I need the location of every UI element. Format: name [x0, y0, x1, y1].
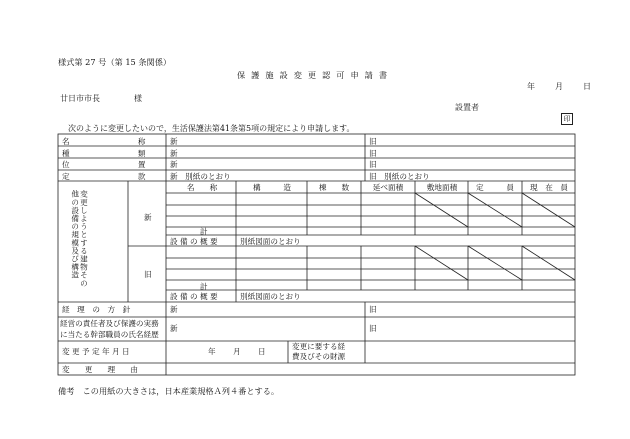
reason-label: 変 更 理 由 [62, 365, 138, 374]
location-old: 旧 [369, 160, 377, 169]
responsible-new: 新 [170, 324, 178, 333]
change-section-label: 変更しようとする建物その他の設備の規模及び構造 [70, 190, 89, 288]
change-new-label: 新 [144, 213, 152, 222]
year-label: 年 [527, 82, 535, 91]
planned-year: 年 [208, 347, 216, 356]
header-current: 現 在 員 [530, 183, 568, 192]
header-structure: 構 造 [253, 183, 291, 192]
location-label: 位 置 [62, 160, 146, 169]
location-new: 新 [170, 160, 178, 169]
seal-mark: 印 [561, 113, 573, 125]
responsible-label-1: 経営の責任者及び保護の実務 [60, 319, 159, 328]
policy-old: 旧 [369, 305, 377, 314]
old-total-label: 計 [200, 282, 208, 291]
cost-label-2: 費及びその財源 [292, 352, 346, 361]
responsible-old: 旧 [369, 324, 377, 333]
header-capacity: 定 員 [476, 183, 514, 192]
form-number: 様式第 27 号（第 15 条関係） [58, 57, 172, 67]
bylaws-new: 新 別紙のとおり [170, 172, 231, 181]
new-equipment-value: 別紙図面のとおり [240, 237, 301, 246]
old-equipment-label: 設 備 の 概 要 [170, 292, 218, 301]
header-name: 名 称 [186, 183, 218, 192]
policy-label: 経 理 の 方 針 [62, 305, 131, 314]
header-floor-area: 延べ面積 [372, 183, 404, 192]
old-equipment-value: 別紙図面のとおり [240, 292, 301, 301]
day-label: 日 [583, 82, 591, 91]
addressee-name: 廿日市市長 [60, 94, 100, 103]
header-site-area: 敷地面積 [426, 183, 458, 192]
bylaws-old: 旧 別紙のとおり [369, 172, 430, 181]
name-new: 新 [170, 137, 178, 146]
name-old: 旧 [369, 137, 377, 146]
header-buildings: 棟 数 [318, 183, 350, 192]
addressee-honorific: 様 [134, 94, 142, 103]
name-label: 名 称 [62, 137, 146, 146]
change-old-label: 旧 [144, 270, 152, 279]
page-title: 保護施設変更認可申請書 [236, 70, 394, 80]
type-old: 旧 [369, 149, 377, 158]
bylaws-label: 定 款 [62, 172, 146, 181]
planned-date-label: 変 更 予 定 年 月 日 [62, 347, 130, 356]
new-total-label: 計 [200, 227, 208, 236]
applicant-label: 設置者 [455, 103, 479, 112]
cost-label-1: 変更に要する経 [292, 342, 346, 351]
remark-text: 備考 この用紙の大きさは，日本産業規格Ａ列４番とする。 [58, 386, 280, 396]
intro-text: 次のように変更したいので，生活保護法第41条第5項の規定により申請します。 [68, 124, 355, 133]
responsible-label-2: に当たる幹部職員の氏名経歴 [60, 330, 159, 339]
type-label: 種 類 [62, 149, 146, 158]
type-new: 新 [170, 149, 178, 158]
planned-month: 月 [233, 347, 241, 356]
new-equipment-label: 設 備 の 概 要 [170, 237, 218, 246]
planned-day: 日 [258, 347, 266, 356]
month-label: 月 [555, 82, 563, 91]
policy-new: 新 [170, 305, 178, 314]
